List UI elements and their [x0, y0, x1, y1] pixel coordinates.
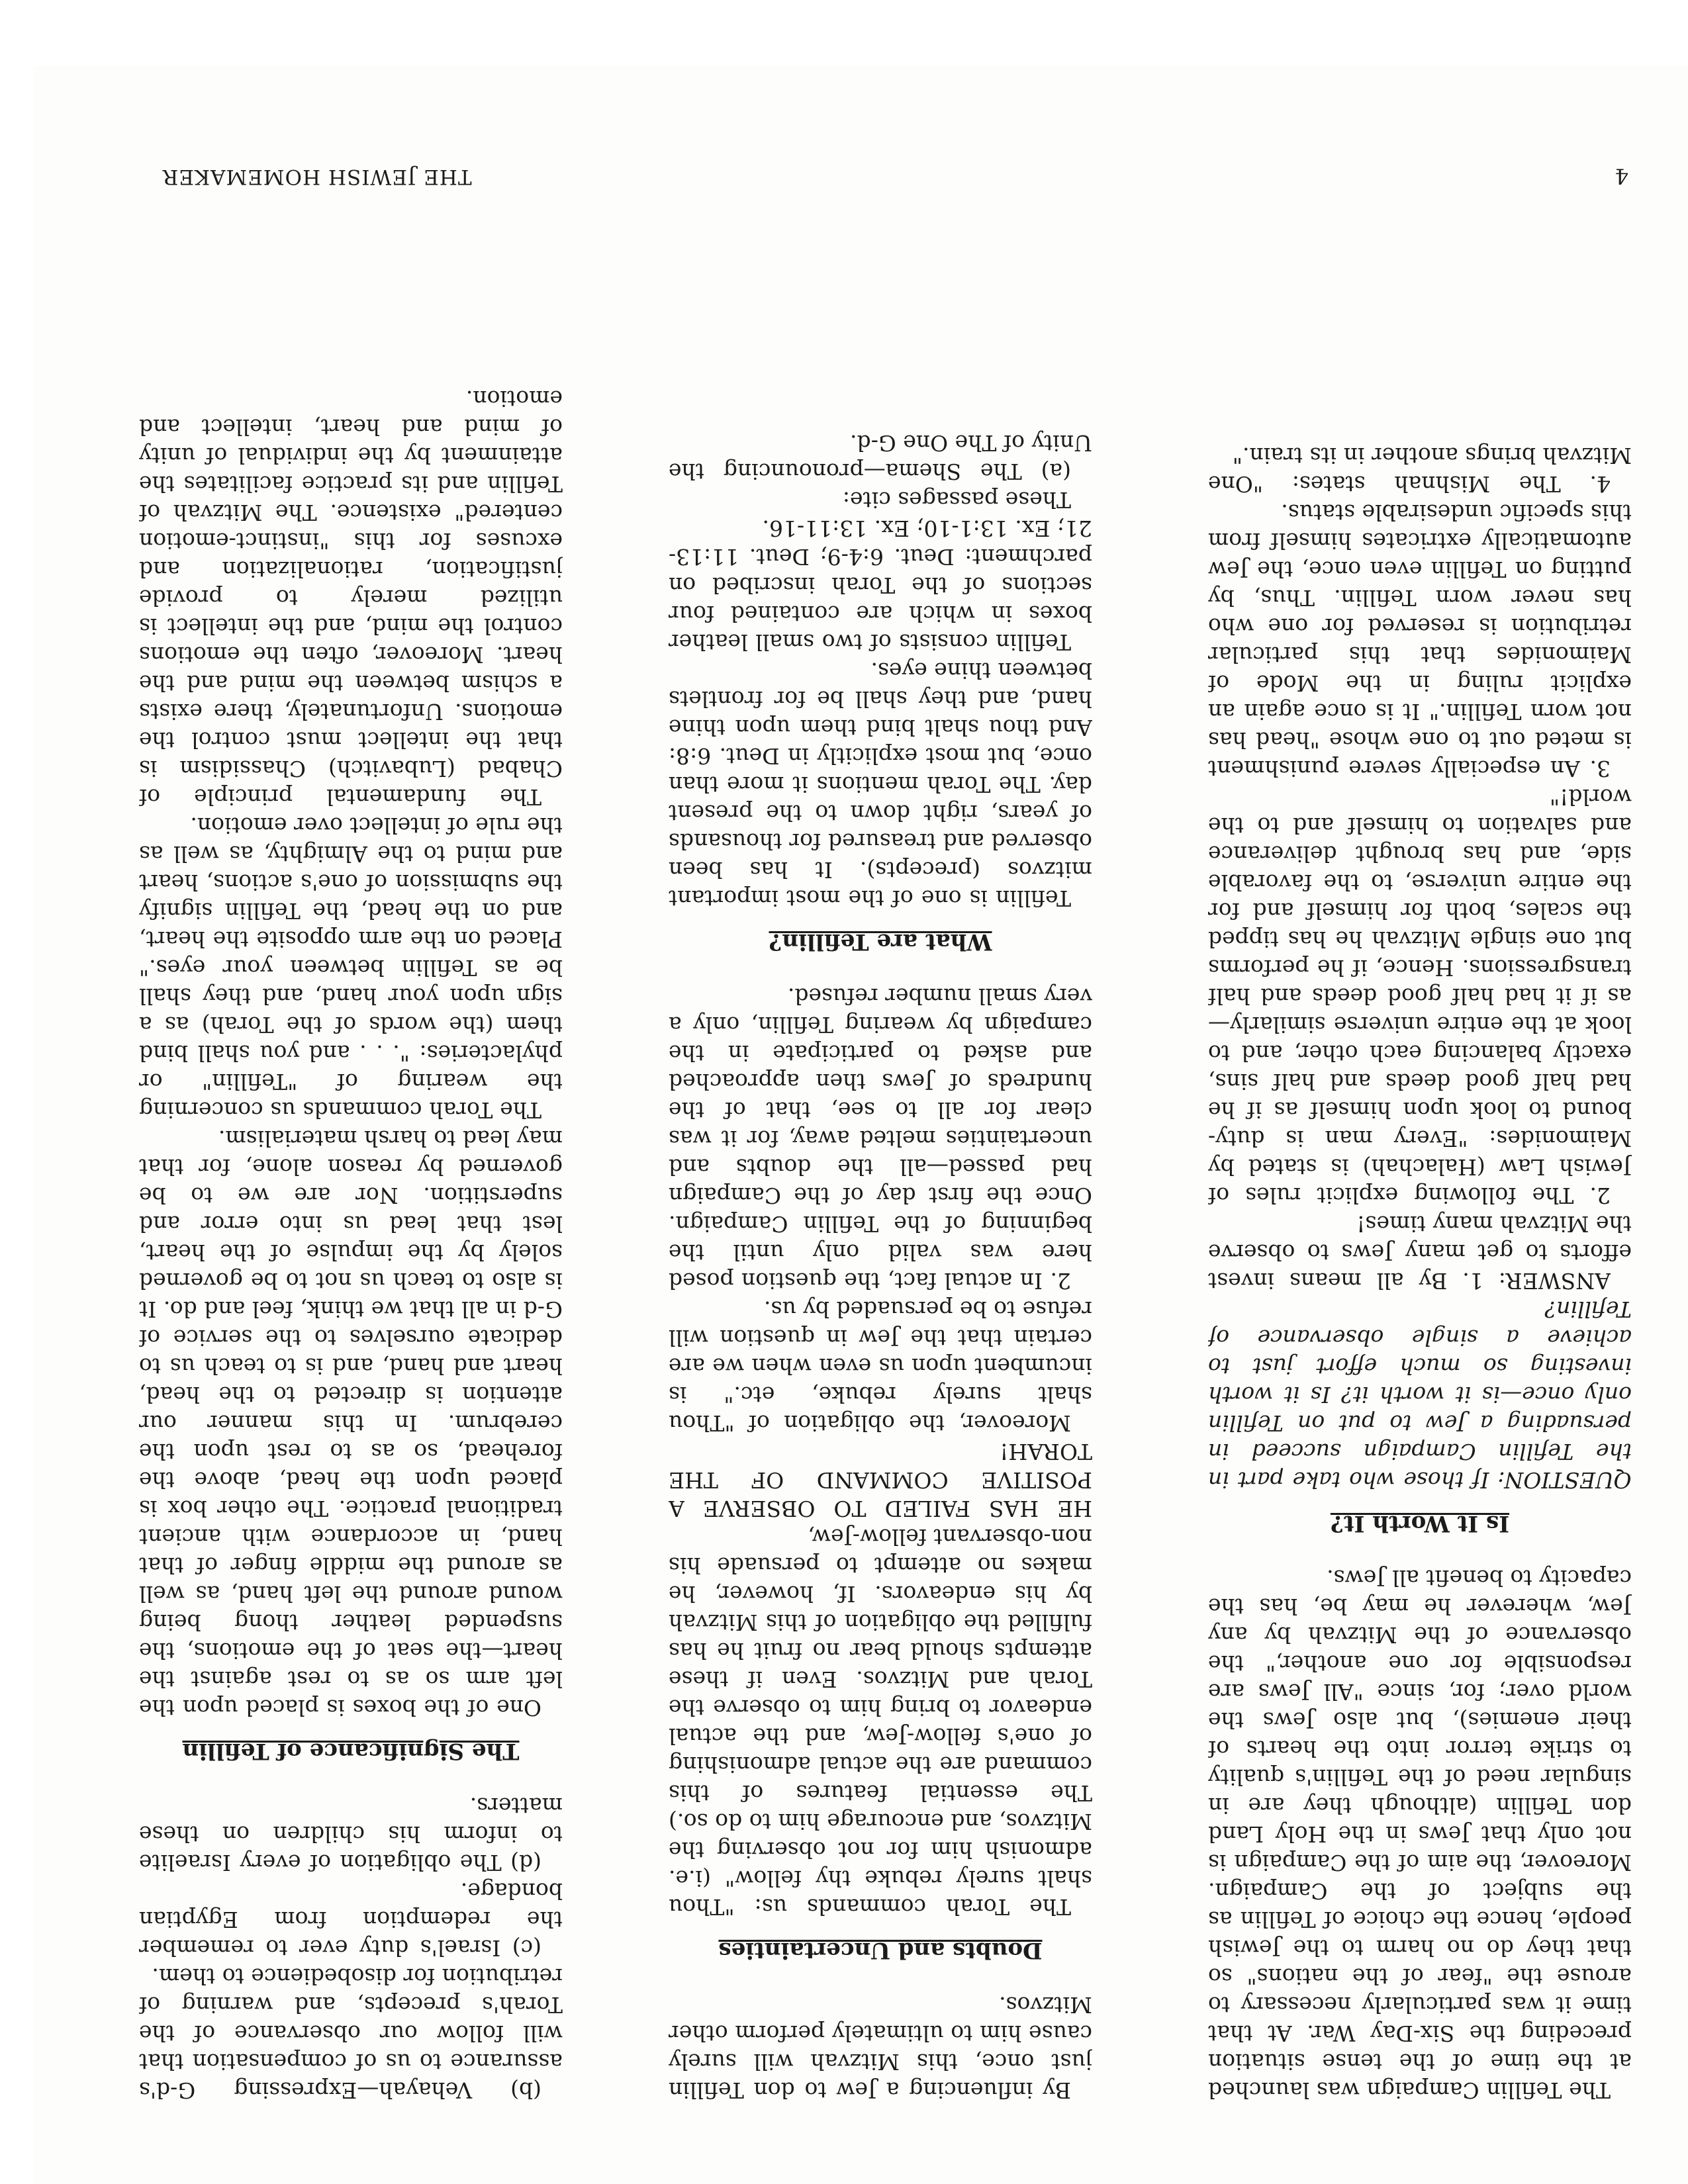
section-heading: Is It Worth It? — [1330, 1510, 1510, 1537]
paragraph: 2. In actual fact, the question posed here was valid only until the beginning of the Tefillin Campaign. Once the first day of the Campaign had passed—all the doubts and uncertainties melted away, for it was clear for all to see, that of the hundreds of Jews then approached and asked to participate in the campaign by wearing Tefillin, only a very small number refused. — [669, 983, 1092, 1294]
paragraph: The Tefillin Campaign was launched at the time of the tense situation preceding the Six-Day War. At that time it was particularly necessary to arouse the "fear of the nations" so that they do no harm to the Jewish people, hence the choice of Tefillin as the subject of the Campaign. Moreover, the aim of the Campaign is not only that Jews in the Holy Land don Tefillin (although they are in singular need of the Tefillin's quality to strike terror into the hearts of their enemies), but also Jews the world over; for, since "All Jews are responsible for one another," the observance of the Mitzvah by any Jew, wherever he may be, has the capacity to benefit all Jews. — [1208, 1565, 1632, 2103]
paragraph: (a) The Shema—pronouncing the Unity of The One G-d. — [669, 430, 1092, 484]
section-heading: What are Tefillin? — [769, 929, 992, 955]
section-heading: Doubts and Uncertainties — [718, 1937, 1043, 1964]
paragraph: Tefillin is one of the most important mitzvos (precepts). It has been observed and treasured for thousands of years, right down to the present day. The Torah mentions it more than once, but most explicitly in Deut. 6:8: And thou shalt bind them upon thine hand, and they shall be for frontlets between thine eyes. — [669, 658, 1092, 911]
paragraph: (d) The obligation of every Israelite to inform his children on these matters. — [139, 1793, 563, 1876]
paragraph: The Torah commands us concerning the wearing of "Tefillin" or phylacteries: ". . . and you shall bind them (the words of the Torah) as a sign upon your hand, and they shall be as Tefillin between your eyes." Placed on the arm opposite the heart, and on the head, the Tefillin signify the submission of one's actions, heart and mind to the Almighty, as well as the rule of intellect over emotion. — [139, 813, 563, 1123]
section-heading: The Significance of Tefillin — [182, 1738, 520, 1764]
paragraph: Tefillin consists of two small leather boxes in which are contained four sections of the Torah inscribed on parchment: Deut. 6:4-9; Deut. 11:13-21; Ex. 13:1-10; Ex. 13:11-16. — [669, 516, 1092, 655]
page-number: 4 — [1615, 163, 1628, 189]
paragraph: The fundamental principle of Chabad (Lubavitch) Chassidism is that the intellect must control the emotions. Unfortunately, there exists a schism between the mind and the heart. Moreover, often the emotions control the mind, and the intellect is utilized merely to provide justification, rationalization and excuses for this "instinct-emotion centered" existence. The Mitzvah of Tefillin and its practice facilitates the attainment by the individual of unity of mind and heart, intellect and emotion. — [139, 386, 563, 810]
answer-paragraph: ANSWER: 1. By all means invest efforts to get many Jews to observe the Mitzvah many times! — [1208, 1211, 1632, 1294]
emphasis-paragraph: HE HAS FAILED TO OBSERVE A POSITIVE COMMAND OF THE TORAH! — [669, 1439, 1092, 1522]
paragraph: (b) Vehayah—Expressing G-d's assurance to us of compensation that will follow our observance of the Torah's precepts, and warning of retribution for disobedience to them. — [139, 1964, 563, 2103]
paragraph: (c) Israel's duty ever to remember the redemption from Egyptian bondage. — [139, 1878, 563, 1961]
answer-paragraph: 4. The Mishnah states: "One Mitzvah brings another in its train." — [1208, 443, 1632, 497]
paragraph: Moreover, the obligation of "Thou shalt surely rebuke, etc." is incumbent upon us even when we are certain that the Jew in question will refuse to be persuaded by us. — [669, 1297, 1092, 1436]
running-head: THE JEWISH HOMEMAKER — [162, 165, 472, 189]
answer-paragraph: 2. The following explicit rules of Jewish Law (Halachah) is stated by Maimonides: "Every man is duty-bound to look upon himself as if he had half good deeds and half sins, exactly balancing each other, and to look at the entire universe similarly—as if it had half good deeds and half transgressions. Hence, if he performs but one single Mitzvah he has tipped the scales, both for himself and for the entire universe, to the favorable side, and has brought deliverance and salvation to himself and to the world!" — [1208, 784, 1632, 1208]
column-3 — [139, 212, 563, 2105]
column-1 — [1208, 212, 1632, 2105]
question-paragraph: QUESTION: If those who take part in the Tefillin Campaign succeed in persuading a Jew to put on Tefillin only once—is it worth it? Is it worth investing so much effort just to achieve a single observance of Tefillin? — [1208, 1297, 1632, 1493]
newsletter-page — [33, 66, 1688, 2184]
column-2 — [669, 212, 1092, 2105]
answer-paragraph: 3. An especially severe punishment is meted out to one whose "head has not worn Tefillin." It is once again an explicit ruling in the Mode of Maimonides that this particular retribution is reserved for one who has never worn Tefillin. Thus, by putting on Tefillin even once, the Jew automatically extricates himself from this specific undesirable status. — [1208, 500, 1632, 782]
paragraph: One of the boxes is placed upon the left arm so as to rest against the heart—the seat of the emotions, the suspended leather thong being wound around the left hand, as well as around the middle finger of that hand, in accordance with ancient traditional practice. The other box is placed upon the head, above the forehead, so as to rest upon the cerebrum. In this manner our attention is directed to the head, heart and hand, and is to teach us to dedicate ourselves to the service of G-d in all that we think, feel and do. It is also to teach us not to be governed solely by the impulse of the heart, lest that lead us into error and superstition. Nor are we to be governed by reason alone, for that may lead to harsh materialism. — [139, 1126, 563, 1721]
paragraph: The Torah commands us: "Thou shalt surely rebuke thy fellow" (i.e. admonish him for not observing the Mitzvos, and encourage him to do so.) The essential features of this command are the actual admonishing of one's fellow-Jew, and the actual endeavor to bring him to observe the Torah and Mitzvos. Even if these attempts should bear no fruit he has fulfilled the obligation of this Mitzvah by his endeavors. If, however, he makes no attempt to persuade his non-observant fellow-Jew, — [669, 1524, 1092, 1920]
paragraph: By influencing a Jew to don Tefillin just once, this Mitzvah will surely cause him to ultimately perform other Mitzvos. — [669, 1992, 1092, 2103]
paragraph: These passages cite: — [842, 487, 1071, 513]
